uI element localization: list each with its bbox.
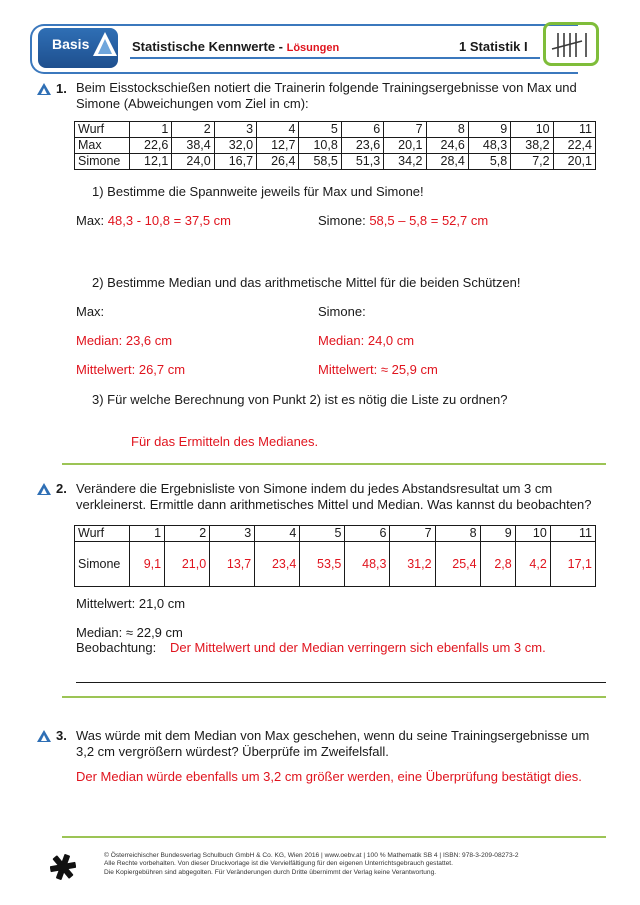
table-cell: 10,8 — [299, 138, 341, 154]
table-cell: 48,3 — [345, 542, 390, 587]
task-1-3-answer: Für das Ermitteln des Medianes. — [131, 434, 319, 449]
question-3-text-line2: 3,2 cm vergrößern würdest? Überprüfe im Zweifelsfall. — [76, 744, 389, 759]
question-1-number: 1. — [56, 81, 67, 96]
table-cell: 2 — [172, 122, 214, 138]
task-1-2: 2) Bestimme Median und das arithmetische Mittel für die beiden Schützen! — [92, 275, 521, 290]
basis-logo-text: Basis — [52, 36, 90, 52]
triangle-logo-icon — [92, 30, 118, 60]
table-cell: 1 — [130, 526, 165, 542]
table-cell: 22,6 — [130, 138, 172, 154]
range-simone-label: Simone: — [318, 213, 370, 228]
difficulty-triangle-icon — [36, 729, 52, 743]
question-3-text-line1: Was würde mit dem Median von Max geschehen, wenn du seine Trainingsergebnisse um — [76, 728, 590, 743]
table-cell: 4,2 — [515, 542, 550, 587]
table-cell: 13,7 — [210, 542, 255, 587]
median-max: Median: 23,6 cm — [76, 333, 173, 348]
table-cell: 51,3 — [341, 154, 383, 170]
table-cell: Wurf — [75, 122, 130, 138]
table-cell: 17,1 — [550, 542, 595, 587]
table-cell: 5,8 — [468, 154, 510, 170]
table-cell: 48,3 — [468, 138, 510, 154]
mean-max: Mittelwert: 26,7 cm — [76, 362, 186, 377]
table-cell: 21,0 — [165, 542, 210, 587]
table-cell: 10 — [511, 122, 553, 138]
table-cell: 7,2 — [511, 154, 553, 170]
table-cell: 10 — [515, 526, 550, 542]
table-cell: 3 — [214, 122, 256, 138]
tally-marks-icon — [543, 22, 599, 66]
table-cell: Max — [75, 138, 130, 154]
table-cell: 38,4 — [172, 138, 214, 154]
footer-line: Die Kopiergebühren sind abgegolten. Für Veränderungen durch Dritte übernimmt der Verlag keine Verantwortung. — [104, 868, 437, 876]
table-cell: 26,4 — [257, 154, 299, 170]
table-header-row — [75, 122, 596, 138]
table-cell: 9 — [480, 526, 515, 542]
range-simone — [318, 213, 488, 229]
table-cell: 9,1 — [130, 542, 165, 587]
table-cell: 1 — [130, 122, 172, 138]
table-cell: 32,0 — [214, 138, 256, 154]
table-cell: 38,2 — [511, 138, 553, 154]
simone-heading: Simone: — [318, 304, 366, 319]
table-cell: 7 — [390, 526, 435, 542]
table-cell: 4 — [257, 122, 299, 138]
table-cell: 24,6 — [426, 138, 468, 154]
table-cell: 6 — [345, 526, 390, 542]
table-cell: 16,7 — [214, 154, 256, 170]
results-table — [74, 121, 596, 170]
table-cell: 4 — [255, 526, 300, 542]
table-cell: 34,2 — [384, 154, 426, 170]
difficulty-triangle-icon — [36, 482, 52, 496]
section-divider — [62, 836, 606, 838]
table-cell: 28,4 — [426, 154, 468, 170]
table-cell: Simone — [75, 542, 130, 587]
table-header-row — [75, 526, 596, 542]
table-cell: 7 — [384, 122, 426, 138]
table-cell: 2 — [165, 526, 210, 542]
table-cell: 11 — [553, 122, 595, 138]
page-title — [132, 39, 339, 54]
page-title-suffix: Lösungen — [286, 42, 340, 54]
question-2-text-line2: verkleinerst. Ermittle dann arithmetisches Mittel und Median. Was kannst du beobachten? — [76, 497, 592, 512]
modified-results-table — [74, 525, 596, 587]
table-cell: 11 — [550, 526, 595, 542]
table-cell: 12,7 — [257, 138, 299, 154]
table-cell: 53,5 — [300, 542, 345, 587]
q2-observation-label: Beobachtung: — [76, 640, 157, 655]
footer-line: Alle Rechte vorbehalten. Von dieser Druckvorlage ist die Vervielfältigung für den eigenen Unterrichtsgebrauch gestattet. — [104, 860, 453, 868]
range-max-label: Max: — [76, 213, 108, 228]
table-cell: 23,6 — [341, 138, 383, 154]
section-divider — [62, 696, 606, 698]
table-cell: 6 — [341, 122, 383, 138]
max-heading: Max: — [76, 304, 105, 319]
q2-median: Median: ≈ 22,9 cm — [76, 625, 183, 640]
table-cell: 31,2 — [390, 542, 435, 587]
table-cell: Simone — [75, 154, 130, 170]
table-cell: 58,5 — [299, 154, 341, 170]
table-cell: 22,4 — [553, 138, 595, 154]
chapter-label: 1 Statistik I — [459, 39, 528, 54]
table-cell: 3 — [210, 526, 255, 542]
table-cell: 8 — [435, 526, 480, 542]
footer-line: © Österreichischer Bundesverlag Schulbuch GmbH & Co. KG, Wien 2016 | www.oebv.at | 100 % Mathematik SB 4 | ISBN: 978-3-209-08273-2 — [104, 852, 519, 859]
range-max-answer: 48,3 - 10,8 = 37,5 cm — [107, 213, 232, 228]
table-cell: 23,4 — [255, 542, 300, 587]
q2-mean-text: Mittelwert: 21,0 cm — [76, 596, 186, 611]
footer-copyright — [104, 852, 519, 877]
table-cell: 9 — [468, 122, 510, 138]
table-cell: 20,1 — [384, 138, 426, 154]
task-1-1: 1) Bestimme die Spannweite jeweils für Max und Simone! — [92, 184, 424, 199]
table-cell: 24,0 — [172, 154, 214, 170]
table-cell: Wurf — [75, 526, 130, 542]
question-3-number: 3. — [56, 728, 67, 743]
task-1-3: 3) Für welche Berechnung von Punkt 2) ist es nötig die Liste zu ordnen? — [92, 392, 508, 407]
difficulty-triangle-icon — [36, 82, 52, 96]
question-1-text-line2: Simone (Abweichungen vom Ziel in cm): — [76, 96, 309, 111]
table-cell: 2,8 — [480, 542, 515, 587]
page-title-main: Statistische Kennwerte - — [132, 39, 287, 54]
question-3-answer: Der Median würde ebenfalls um 3,2 cm größer werden, eine Überprüfung bestätigt dies. — [76, 769, 582, 784]
question-2-text-line1: Verändere die Ergebnisliste von Simone indem du jedes Abstandsresultat um 3 cm — [76, 481, 553, 496]
section-divider — [62, 463, 606, 465]
mean-simone: Mittelwert: ≈ 25,9 cm — [318, 362, 438, 377]
table-cell: 20,1 — [553, 154, 595, 170]
q2-mean — [76, 596, 185, 612]
question-1-text-line1: Beim Eisstockschießen notiert die Trainerin folgende Trainingsergebnisse von Max und — [76, 80, 577, 95]
table-cell: 5 — [299, 122, 341, 138]
table-cell: 12,1 — [130, 154, 172, 170]
median-simone: Median: 24,0 cm — [318, 333, 415, 348]
table-cell: 5 — [300, 526, 345, 542]
header-rule — [130, 57, 540, 59]
q2-observation-answer: Der Mittelwert und der Median verringern sich ebenfalls um 3 cm. — [170, 640, 546, 655]
range-max — [76, 213, 231, 229]
answer-line — [76, 682, 606, 683]
question-2-number: 2. — [56, 481, 67, 496]
table-cell: 25,4 — [435, 542, 480, 587]
publisher-logo-icon — [50, 853, 76, 881]
table-cell: 8 — [426, 122, 468, 138]
range-simone-answer: 58,5 – 5,8 = 52,7 cm — [369, 213, 489, 228]
table-row-simone — [75, 542, 596, 587]
table-row-max — [75, 138, 596, 154]
table-row-simone — [75, 154, 596, 170]
